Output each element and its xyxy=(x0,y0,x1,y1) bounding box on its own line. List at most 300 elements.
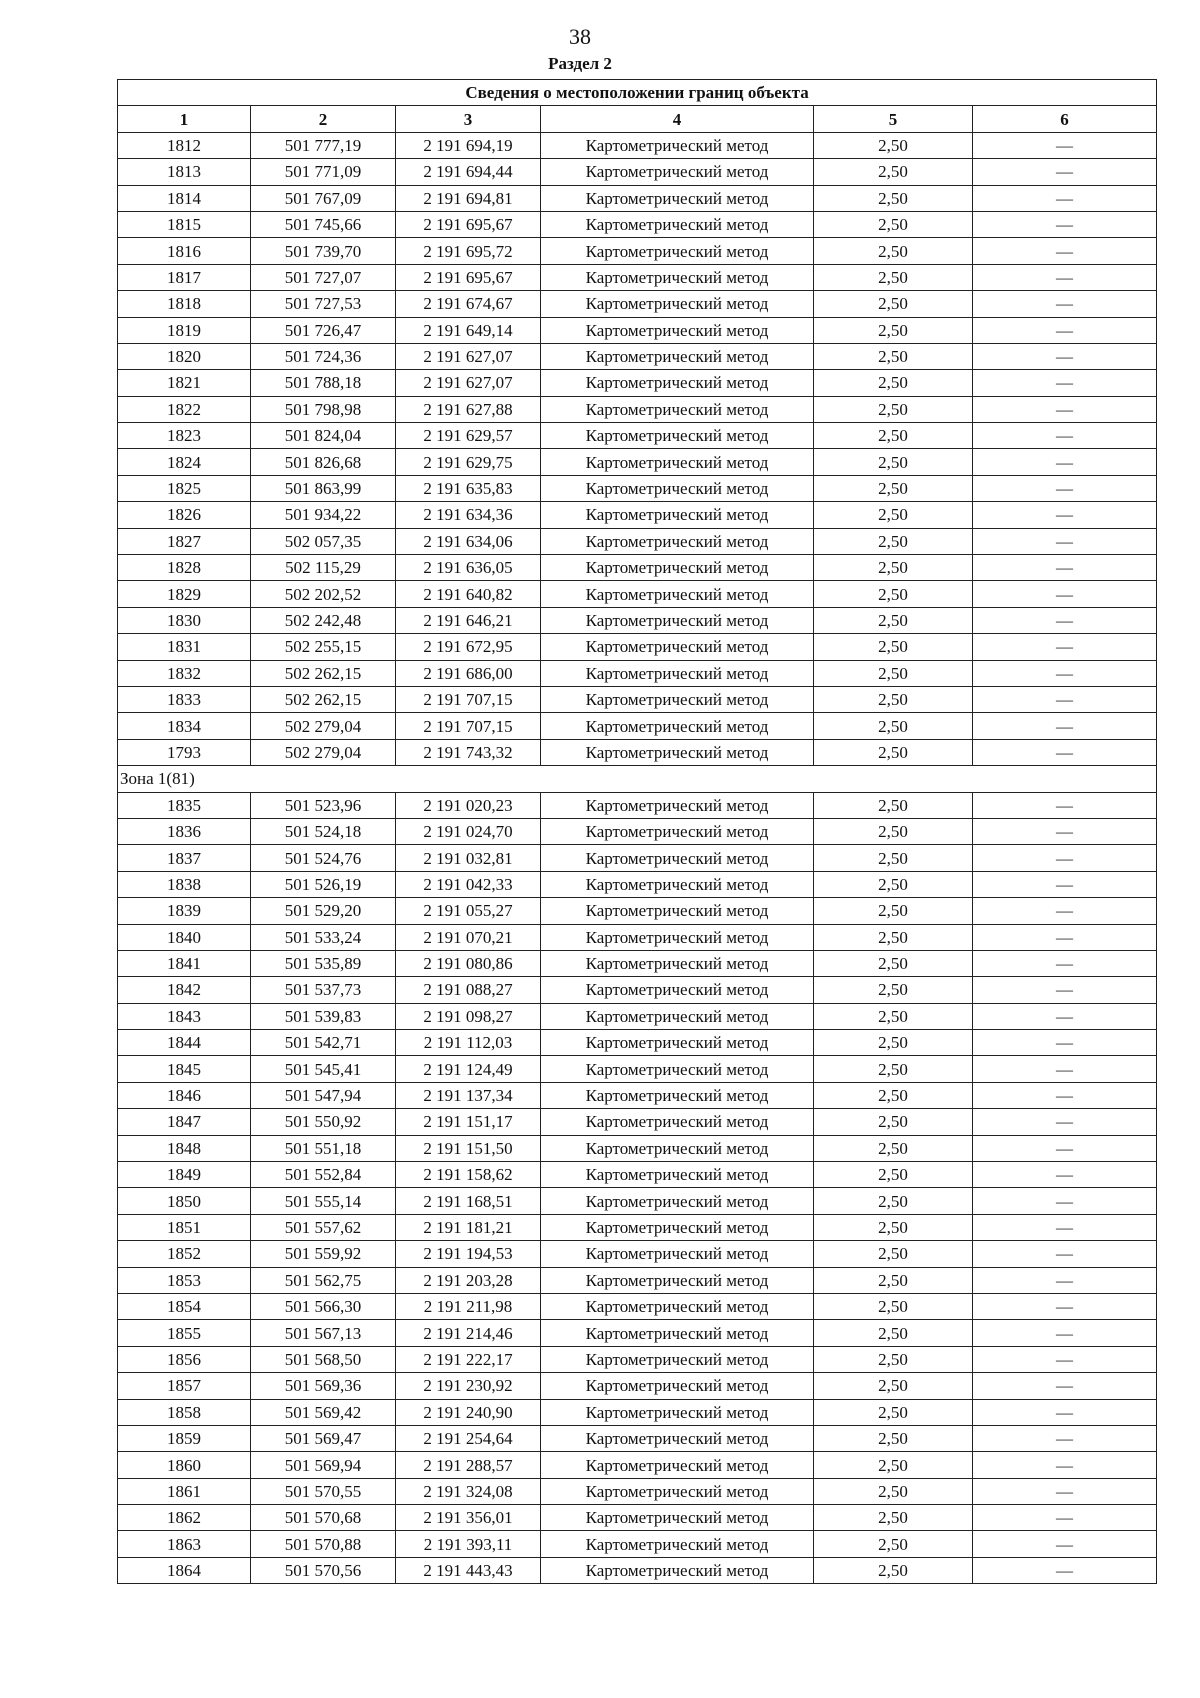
coordinate-x-cell: 501 524,18 xyxy=(251,818,396,844)
accuracy-cell: 2,50 xyxy=(814,370,973,396)
accuracy-cell: 2,50 xyxy=(814,818,973,844)
method-cell: Картометрический метод xyxy=(541,185,814,211)
accuracy-cell: 2,50 xyxy=(814,528,973,554)
table-row xyxy=(118,343,1157,369)
method-cell: Картометрический метод xyxy=(541,1346,814,1372)
method-cell: Картометрический метод xyxy=(541,1214,814,1240)
table-row xyxy=(118,1135,1157,1161)
method-cell: Картометрический метод xyxy=(541,1241,814,1267)
description-cell: — xyxy=(973,555,1157,581)
method-cell: Картометрический метод xyxy=(541,607,814,633)
coordinate-x-cell: 501 547,94 xyxy=(251,1082,396,1108)
point-number-cell: 1836 xyxy=(118,818,251,844)
coordinate-x-cell: 502 279,04 xyxy=(251,739,396,765)
accuracy-cell: 2,50 xyxy=(814,317,973,343)
table-row xyxy=(118,1478,1157,1504)
table-row xyxy=(118,1346,1157,1372)
description-cell: — xyxy=(973,1505,1157,1531)
table-row xyxy=(118,792,1157,818)
coordinate-x-cell: 501 727,53 xyxy=(251,291,396,317)
coordinate-x-cell: 501 568,50 xyxy=(251,1346,396,1372)
coordinate-x-cell: 501 767,09 xyxy=(251,185,396,211)
point-number-cell: 1843 xyxy=(118,1003,251,1029)
coordinate-x-cell: 501 824,04 xyxy=(251,423,396,449)
description-cell: — xyxy=(973,1346,1157,1372)
column-header-1: 1 xyxy=(118,106,251,132)
table-row xyxy=(118,317,1157,343)
description-cell: — xyxy=(973,1056,1157,1082)
coordinate-y-cell: 2 191 674,67 xyxy=(396,291,541,317)
method-cell: Картометрический метод xyxy=(541,159,814,185)
coordinate-y-cell: 2 191 356,01 xyxy=(396,1505,541,1531)
method-cell: Картометрический метод xyxy=(541,1135,814,1161)
point-number-cell: 1848 xyxy=(118,1135,251,1161)
table-row xyxy=(118,396,1157,422)
method-cell: Картометрический метод xyxy=(541,1320,814,1346)
point-number-cell: 1815 xyxy=(118,211,251,237)
table-row xyxy=(118,132,1157,158)
method-cell: Картометрический метод xyxy=(541,950,814,976)
accuracy-cell: 2,50 xyxy=(814,581,973,607)
method-cell: Картометрический метод xyxy=(541,1162,814,1188)
method-cell: Картометрический метод xyxy=(541,634,814,660)
coordinate-y-cell: 2 191 636,05 xyxy=(396,555,541,581)
description-cell: — xyxy=(973,634,1157,660)
coordinate-x-cell: 501 559,92 xyxy=(251,1241,396,1267)
coordinate-x-cell: 501 524,76 xyxy=(251,845,396,871)
coordinate-y-cell: 2 191 635,83 xyxy=(396,475,541,501)
point-number-cell: 1819 xyxy=(118,317,251,343)
table-row xyxy=(118,555,1157,581)
accuracy-cell: 2,50 xyxy=(814,1162,973,1188)
point-number-cell: 1845 xyxy=(118,1056,251,1082)
point-number-cell: 1862 xyxy=(118,1505,251,1531)
coordinate-y-cell: 2 191 098,27 xyxy=(396,1003,541,1029)
coordinate-x-cell: 501 788,18 xyxy=(251,370,396,396)
method-cell: Картометрический метод xyxy=(541,1531,814,1557)
description-cell: — xyxy=(973,1030,1157,1056)
point-number-cell: 1813 xyxy=(118,159,251,185)
table-row xyxy=(118,845,1157,871)
accuracy-cell: 2,50 xyxy=(814,211,973,237)
description-cell: — xyxy=(973,1135,1157,1161)
description-cell: — xyxy=(973,370,1157,396)
coordinate-x-cell: 501 550,92 xyxy=(251,1109,396,1135)
coordinate-y-cell: 2 191 627,07 xyxy=(396,370,541,396)
column-header-5: 5 xyxy=(814,106,973,132)
coordinate-x-cell: 501 934,22 xyxy=(251,502,396,528)
coordinate-y-cell: 2 191 707,15 xyxy=(396,713,541,739)
accuracy-cell: 2,50 xyxy=(814,1056,973,1082)
table-row xyxy=(118,370,1157,396)
accuracy-cell: 2,50 xyxy=(814,1082,973,1108)
table-row xyxy=(118,291,1157,317)
table-row xyxy=(118,1399,1157,1425)
description-cell: — xyxy=(973,686,1157,712)
method-cell: Картометрический метод xyxy=(541,1082,814,1108)
table-row xyxy=(118,607,1157,633)
coordinate-y-cell: 2 191 158,62 xyxy=(396,1162,541,1188)
accuracy-cell: 2,50 xyxy=(814,1241,973,1267)
accuracy-cell: 2,50 xyxy=(814,792,973,818)
table-row xyxy=(118,264,1157,290)
method-cell: Картометрический метод xyxy=(541,686,814,712)
accuracy-cell: 2,50 xyxy=(814,132,973,158)
description-cell: — xyxy=(973,132,1157,158)
description-cell: — xyxy=(973,238,1157,264)
coordinate-y-cell: 2 191 640,82 xyxy=(396,581,541,607)
coordinate-x-cell: 502 255,15 xyxy=(251,634,396,660)
method-cell: Картометрический метод xyxy=(541,898,814,924)
coordinate-x-cell: 502 262,15 xyxy=(251,686,396,712)
coordinate-y-cell: 2 191 694,81 xyxy=(396,185,541,211)
coordinate-y-cell: 2 191 695,67 xyxy=(396,211,541,237)
table-row xyxy=(118,581,1157,607)
point-number-cell: 1849 xyxy=(118,1162,251,1188)
table-row xyxy=(118,1531,1157,1557)
table-row xyxy=(118,211,1157,237)
method-cell: Картометрический метод xyxy=(541,1425,814,1451)
coordinate-x-cell: 501 557,62 xyxy=(251,1214,396,1240)
table-caption: Сведения о местоположении границ объекта xyxy=(118,80,1157,106)
description-cell: — xyxy=(973,1399,1157,1425)
coordinate-x-cell: 501 526,19 xyxy=(251,871,396,897)
method-cell: Картометрический метод xyxy=(541,291,814,317)
accuracy-cell: 2,50 xyxy=(814,159,973,185)
coordinate-x-cell: 501 798,98 xyxy=(251,396,396,422)
accuracy-cell: 2,50 xyxy=(814,1267,973,1293)
coordinate-x-cell: 501 569,36 xyxy=(251,1373,396,1399)
point-number-cell: 1851 xyxy=(118,1214,251,1240)
method-cell: Картометрический метод xyxy=(541,713,814,739)
method-cell: Картометрический метод xyxy=(541,924,814,950)
description-cell: — xyxy=(973,159,1157,185)
column-header-6: 6 xyxy=(973,106,1157,132)
table-row xyxy=(118,898,1157,924)
coordinate-y-cell: 2 191 629,57 xyxy=(396,423,541,449)
table-row xyxy=(118,449,1157,475)
method-cell: Картометрический метод xyxy=(541,660,814,686)
accuracy-cell: 2,50 xyxy=(814,423,973,449)
coordinate-y-cell: 2 191 055,27 xyxy=(396,898,541,924)
accuracy-cell: 2,50 xyxy=(814,343,973,369)
method-cell: Картометрический метод xyxy=(541,264,814,290)
method-cell: Картометрический метод xyxy=(541,1003,814,1029)
method-cell: Картометрический метод xyxy=(541,845,814,871)
point-number-cell: 1854 xyxy=(118,1293,251,1319)
description-cell: — xyxy=(973,1188,1157,1214)
coordinate-y-cell: 2 191 194,53 xyxy=(396,1241,541,1267)
table-row xyxy=(118,1373,1157,1399)
point-number-cell: 1812 xyxy=(118,132,251,158)
table-row xyxy=(118,713,1157,739)
point-number-cell: 1846 xyxy=(118,1082,251,1108)
coordinate-y-cell: 2 191 240,90 xyxy=(396,1399,541,1425)
coordinate-x-cell: 501 533,24 xyxy=(251,924,396,950)
zone-label: Зона 1(81) xyxy=(118,766,1157,792)
page-number: 38 xyxy=(569,24,591,49)
table-row xyxy=(118,924,1157,950)
coordinate-y-cell: 2 191 649,14 xyxy=(396,317,541,343)
point-number-cell: 1837 xyxy=(118,845,251,871)
method-cell: Картометрический метод xyxy=(541,1478,814,1504)
table-row xyxy=(118,1162,1157,1188)
table-row xyxy=(118,1320,1157,1346)
coordinate-x-cell: 501 570,88 xyxy=(251,1531,396,1557)
description-cell: — xyxy=(973,1373,1157,1399)
accuracy-cell: 2,50 xyxy=(814,185,973,211)
coordinate-y-cell: 2 191 137,34 xyxy=(396,1082,541,1108)
method-cell: Картометрический метод xyxy=(541,370,814,396)
method-cell: Картометрический метод xyxy=(541,211,814,237)
coordinate-x-cell: 502 202,52 xyxy=(251,581,396,607)
accuracy-cell: 2,50 xyxy=(814,739,973,765)
description-cell: — xyxy=(973,977,1157,1003)
description-cell: — xyxy=(973,607,1157,633)
table-body xyxy=(118,132,1157,1583)
table-row xyxy=(118,1452,1157,1478)
table-row xyxy=(118,1030,1157,1056)
accuracy-cell: 2,50 xyxy=(814,475,973,501)
point-number-cell: 1793 xyxy=(118,739,251,765)
method-cell: Картометрический метод xyxy=(541,1557,814,1583)
coordinate-y-cell: 2 191 324,08 xyxy=(396,1478,541,1504)
point-number-cell: 1858 xyxy=(118,1399,251,1425)
description-cell: — xyxy=(973,185,1157,211)
table-row xyxy=(118,1557,1157,1583)
table-row xyxy=(118,238,1157,264)
description-cell: — xyxy=(973,1293,1157,1319)
table-row xyxy=(118,1241,1157,1267)
coordinate-x-cell: 501 863,99 xyxy=(251,475,396,501)
coordinate-x-cell: 501 523,96 xyxy=(251,792,396,818)
coordinate-y-cell: 2 191 020,23 xyxy=(396,792,541,818)
point-number-cell: 1853 xyxy=(118,1267,251,1293)
method-cell: Картометрический метод xyxy=(541,132,814,158)
description-cell: — xyxy=(973,396,1157,422)
method-cell: Картометрический метод xyxy=(541,1030,814,1056)
coordinate-x-cell: 502 242,48 xyxy=(251,607,396,633)
method-cell: Картометрический метод xyxy=(541,475,814,501)
coordinate-y-cell: 2 191 214,46 xyxy=(396,1320,541,1346)
accuracy-cell: 2,50 xyxy=(814,291,973,317)
method-cell: Картометрический метод xyxy=(541,1267,814,1293)
accuracy-cell: 2,50 xyxy=(814,264,973,290)
coordinate-y-cell: 2 191 024,70 xyxy=(396,818,541,844)
description-cell: — xyxy=(973,1557,1157,1583)
point-number-cell: 1842 xyxy=(118,977,251,1003)
coordinate-x-cell: 501 551,18 xyxy=(251,1135,396,1161)
coordinate-y-cell: 2 191 288,57 xyxy=(396,1452,541,1478)
accuracy-cell: 2,50 xyxy=(814,555,973,581)
accuracy-cell: 2,50 xyxy=(814,713,973,739)
coordinate-y-cell: 2 191 151,50 xyxy=(396,1135,541,1161)
point-number-cell: 1830 xyxy=(118,607,251,633)
coordinate-x-cell: 501 529,20 xyxy=(251,898,396,924)
column-header-4: 4 xyxy=(541,106,814,132)
method-cell: Картометрический метод xyxy=(541,502,814,528)
coordinate-x-cell: 501 562,75 xyxy=(251,1267,396,1293)
section-title: Раздел 2 xyxy=(548,54,612,73)
description-cell: — xyxy=(973,1320,1157,1346)
accuracy-cell: 2,50 xyxy=(814,977,973,1003)
description-cell: — xyxy=(973,950,1157,976)
accuracy-cell: 2,50 xyxy=(814,950,973,976)
description-cell: — xyxy=(973,1241,1157,1267)
coordinate-x-cell: 501 570,55 xyxy=(251,1478,396,1504)
table-row xyxy=(118,1003,1157,1029)
accuracy-cell: 2,50 xyxy=(814,1293,973,1319)
description-cell: — xyxy=(973,1452,1157,1478)
point-number-cell: 1829 xyxy=(118,581,251,607)
accuracy-cell: 2,50 xyxy=(814,871,973,897)
accuracy-cell: 2,50 xyxy=(814,1135,973,1161)
accuracy-cell: 2,50 xyxy=(814,1188,973,1214)
coordinate-y-cell: 2 191 124,49 xyxy=(396,1056,541,1082)
column-header-3: 3 xyxy=(396,106,541,132)
table-row xyxy=(118,423,1157,449)
method-cell: Картометрический метод xyxy=(541,1293,814,1319)
description-cell: — xyxy=(973,211,1157,237)
accuracy-cell: 2,50 xyxy=(814,502,973,528)
accuracy-cell: 2,50 xyxy=(814,1030,973,1056)
description-cell: — xyxy=(973,475,1157,501)
table-row xyxy=(118,475,1157,501)
table-row xyxy=(118,185,1157,211)
table-row xyxy=(118,739,1157,765)
point-number-cell: 1822 xyxy=(118,396,251,422)
point-number-cell: 1816 xyxy=(118,238,251,264)
coordinate-y-cell: 2 191 088,27 xyxy=(396,977,541,1003)
coordinate-x-cell: 501 569,47 xyxy=(251,1425,396,1451)
accuracy-cell: 2,50 xyxy=(814,634,973,660)
coordinate-y-cell: 2 191 222,17 xyxy=(396,1346,541,1372)
point-number-cell: 1820 xyxy=(118,343,251,369)
coordinate-y-cell: 2 191 211,98 xyxy=(396,1293,541,1319)
accuracy-cell: 2,50 xyxy=(814,686,973,712)
point-number-cell: 1835 xyxy=(118,792,251,818)
coordinate-y-cell: 2 191 393,11 xyxy=(396,1531,541,1557)
point-number-cell: 1833 xyxy=(118,686,251,712)
coordinate-y-cell: 2 191 181,21 xyxy=(396,1214,541,1240)
accuracy-cell: 2,50 xyxy=(814,924,973,950)
method-cell: Картометрический метод xyxy=(541,1056,814,1082)
accuracy-cell: 2,50 xyxy=(814,1505,973,1531)
description-cell: — xyxy=(973,1214,1157,1240)
coordinate-x-cell: 501 826,68 xyxy=(251,449,396,475)
coordinate-x-cell: 501 771,09 xyxy=(251,159,396,185)
accuracy-cell: 2,50 xyxy=(814,1346,973,1372)
point-number-cell: 1857 xyxy=(118,1373,251,1399)
accuracy-cell: 2,50 xyxy=(814,1531,973,1557)
table-row xyxy=(118,528,1157,554)
point-number-cell: 1832 xyxy=(118,660,251,686)
description-cell: — xyxy=(973,871,1157,897)
accuracy-cell: 2,50 xyxy=(814,1452,973,1478)
method-cell: Картометрический метод xyxy=(541,1452,814,1478)
coordinate-x-cell: 501 570,68 xyxy=(251,1505,396,1531)
table-row xyxy=(118,1293,1157,1319)
boundary-coordinates-table xyxy=(117,79,1157,1584)
accuracy-cell: 2,50 xyxy=(814,898,973,924)
description-cell: — xyxy=(973,1267,1157,1293)
method-cell: Картометрический метод xyxy=(541,1505,814,1531)
coordinate-y-cell: 2 191 254,64 xyxy=(396,1425,541,1451)
point-number-cell: 1834 xyxy=(118,713,251,739)
description-cell: — xyxy=(973,317,1157,343)
point-number-cell: 1840 xyxy=(118,924,251,950)
point-number-cell: 1821 xyxy=(118,370,251,396)
description-cell: — xyxy=(973,343,1157,369)
column-header-2: 2 xyxy=(251,106,396,132)
point-number-cell: 1855 xyxy=(118,1320,251,1346)
coordinate-y-cell: 2 191 634,36 xyxy=(396,502,541,528)
table-caption-row xyxy=(118,80,1157,106)
description-cell: — xyxy=(973,1478,1157,1504)
table-row xyxy=(118,1109,1157,1135)
accuracy-cell: 2,50 xyxy=(814,660,973,686)
accuracy-cell: 2,50 xyxy=(814,449,973,475)
method-cell: Картометрический метод xyxy=(541,1399,814,1425)
coordinate-y-cell: 2 191 672,95 xyxy=(396,634,541,660)
description-cell: — xyxy=(973,423,1157,449)
coordinate-y-cell: 2 191 203,28 xyxy=(396,1267,541,1293)
table-row xyxy=(118,1267,1157,1293)
coordinate-y-cell: 2 191 695,72 xyxy=(396,238,541,264)
coordinate-x-cell: 502 115,29 xyxy=(251,555,396,581)
coordinate-x-cell: 501 726,47 xyxy=(251,317,396,343)
coordinate-y-cell: 2 191 112,03 xyxy=(396,1030,541,1056)
point-number-cell: 1852 xyxy=(118,1241,251,1267)
coordinate-y-cell: 2 191 629,75 xyxy=(396,449,541,475)
description-cell: — xyxy=(973,792,1157,818)
coordinate-y-cell: 2 191 151,17 xyxy=(396,1109,541,1135)
table-row xyxy=(118,1425,1157,1451)
point-number-cell: 1844 xyxy=(118,1030,251,1056)
coordinate-x-cell: 502 057,35 xyxy=(251,528,396,554)
coordinate-y-cell: 2 191 634,06 xyxy=(396,528,541,554)
accuracy-cell: 2,50 xyxy=(814,1425,973,1451)
point-number-cell: 1825 xyxy=(118,475,251,501)
point-number-cell: 1814 xyxy=(118,185,251,211)
coordinate-y-cell: 2 191 627,07 xyxy=(396,343,541,369)
point-number-cell: 1850 xyxy=(118,1188,251,1214)
coordinate-y-cell: 2 191 695,67 xyxy=(396,264,541,290)
method-cell: Картометрический метод xyxy=(541,1373,814,1399)
point-number-cell: 1861 xyxy=(118,1478,251,1504)
point-number-cell: 1831 xyxy=(118,634,251,660)
coordinate-x-cell: 501 724,36 xyxy=(251,343,396,369)
coordinate-y-cell: 2 191 168,51 xyxy=(396,1188,541,1214)
method-cell: Картометрический метод xyxy=(541,343,814,369)
description-cell: — xyxy=(973,1109,1157,1135)
point-number-cell: 1860 xyxy=(118,1452,251,1478)
method-cell: Картометрический метод xyxy=(541,792,814,818)
point-number-cell: 1864 xyxy=(118,1557,251,1583)
method-cell: Картометрический метод xyxy=(541,871,814,897)
table-header-row xyxy=(118,106,1157,132)
description-cell: — xyxy=(973,660,1157,686)
coordinate-y-cell: 2 191 070,21 xyxy=(396,924,541,950)
accuracy-cell: 2,50 xyxy=(814,607,973,633)
description-cell: — xyxy=(973,502,1157,528)
coordinate-x-cell: 501 545,41 xyxy=(251,1056,396,1082)
coordinate-x-cell: 501 569,94 xyxy=(251,1452,396,1478)
coordinate-x-cell: 502 279,04 xyxy=(251,713,396,739)
coordinate-y-cell: 2 191 694,19 xyxy=(396,132,541,158)
point-number-cell: 1847 xyxy=(118,1109,251,1135)
point-number-cell: 1818 xyxy=(118,291,251,317)
